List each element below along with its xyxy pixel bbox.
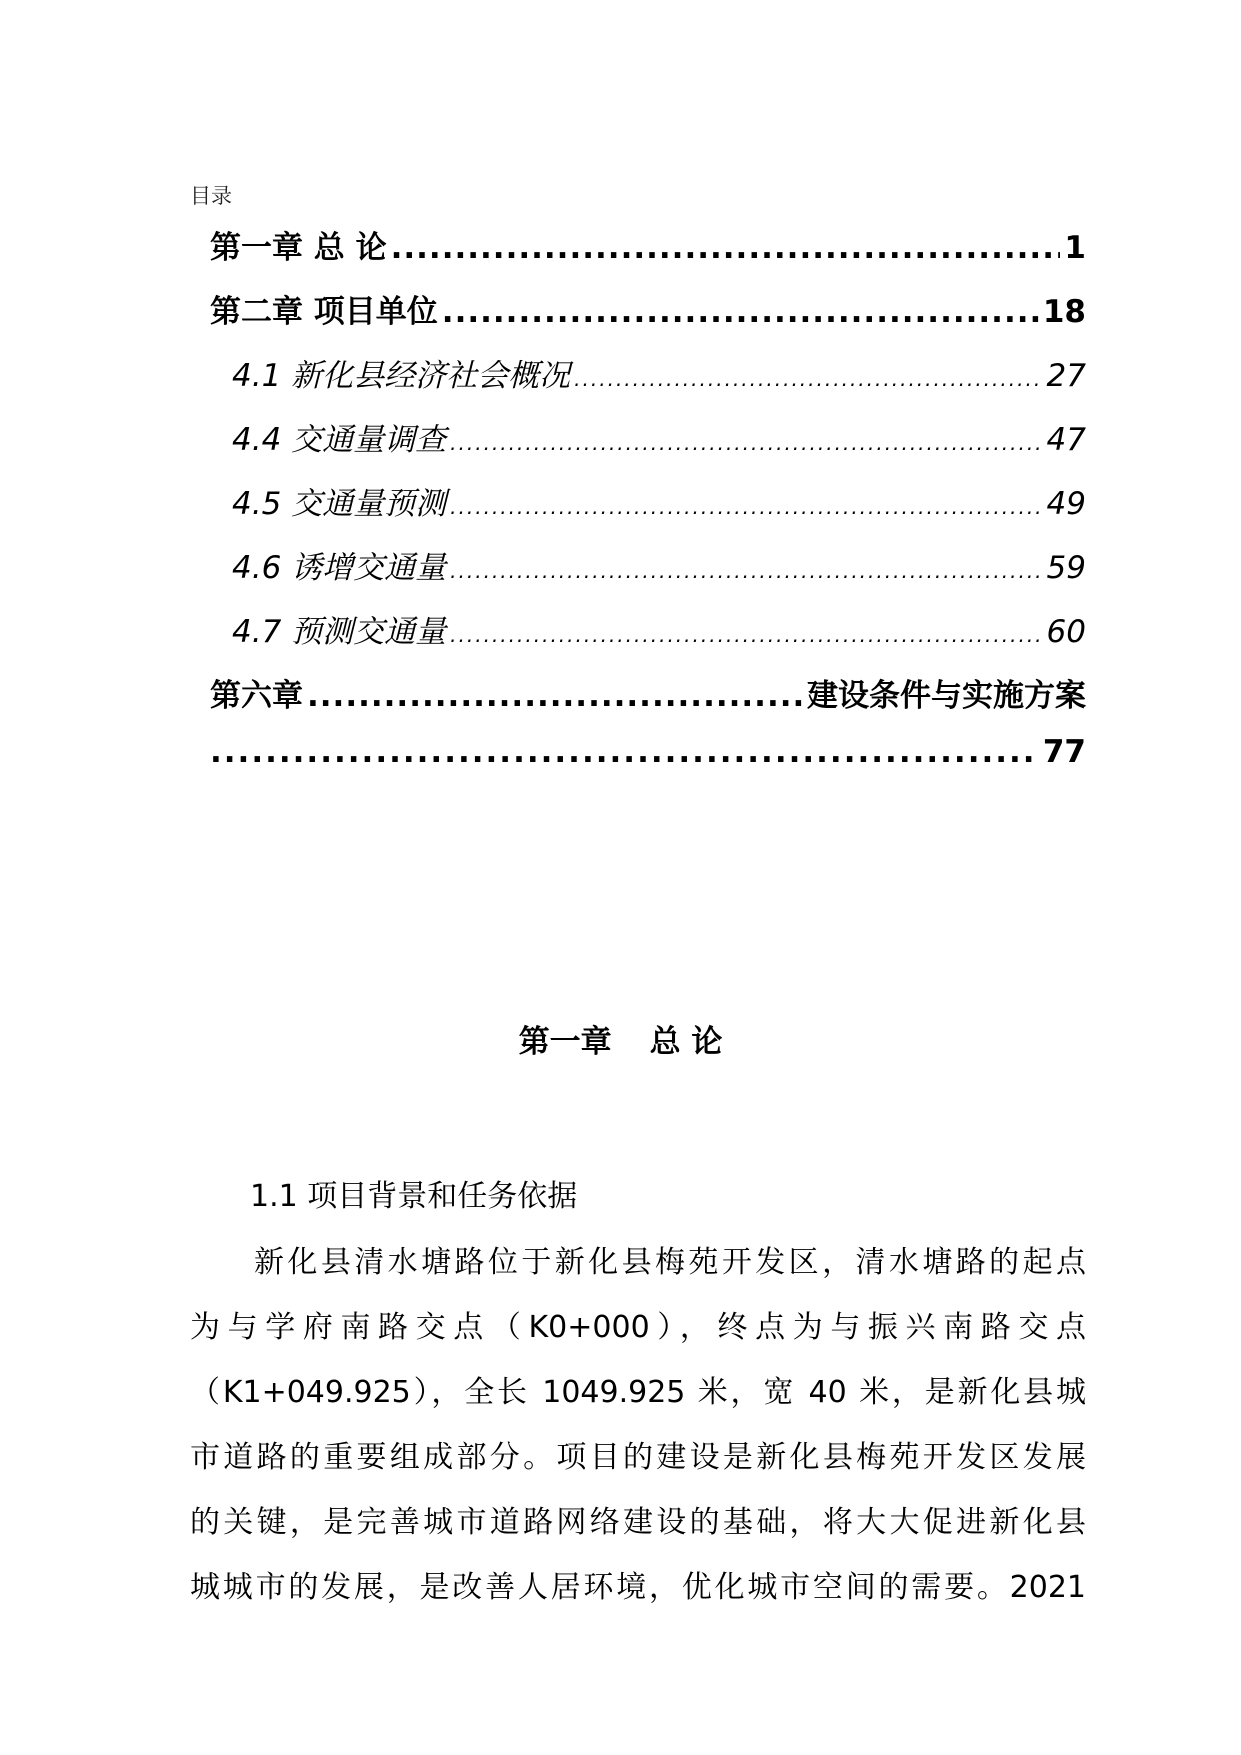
toc-entry-page: 60 [1046,614,1086,650]
toc-entry-chapter-6-continued[interactable] [210,734,1086,770]
toc-entry-label: 4.5 交通量预测 [232,486,447,522]
section-heading: 1.1 项目背景和任务依据 [250,1179,578,1214]
toc-entry-page: 59 [1046,550,1086,586]
toc-entry-label: 第一章 总 论 [210,230,387,266]
toc-entry-label-tail: 建设条件与实施方案 [807,678,1086,714]
toc-entry-page: 27 [1046,358,1086,394]
paragraph-line: 城城市的发展，是改善人居环境，优化城市空间的需要。2021 [190,1570,1086,1605]
toc-dot-leader [450,431,1042,455]
toc-entry-label: 4.4 交通量调查 [232,422,447,458]
toc-dot-leader [210,734,1039,770]
toc-dot-leader [450,495,1042,519]
toc-dot-leader [450,559,1042,583]
chapter-name: 总 论 [649,1024,723,1060]
paragraph-line: 的关键，是完善城市道路网络建设的基础，将大大促进新化县 [190,1505,1086,1540]
paragraph-line: （K1+049.925），全长 1049.925 米，宽 40 米，是新化县城 [190,1375,1086,1410]
toc-dot-leader [307,678,803,714]
toc-heading: 目录 [190,184,232,208]
toc-dot-leader [574,367,1042,391]
toc-entry-chapter-2[interactable] [210,286,1086,331]
toc-entry-section-4-6[interactable] [232,542,1086,587]
toc-entry-section-4-7[interactable] [232,606,1086,651]
paragraph-line: 新化县清水塘路位于新化县梅苑开发区，清水塘路的起点 [254,1245,1086,1280]
toc-entry-label: 第六章 [210,678,303,714]
toc-dot-leader [391,230,1061,266]
paragraph-line: 为与学府南路交点（K0+000），终点为与振兴南路交点 [190,1310,1086,1345]
toc-entry-page: 77 [1042,734,1086,770]
chapter-number: 第一章 [518,1024,612,1060]
toc-entry-label: 4.6 诱增交通量 [232,550,447,586]
toc-entry-page: 47 [1046,422,1086,458]
toc-entry-chapter-1[interactable] [210,222,1086,267]
toc-dot-leader [450,623,1042,647]
toc-entry-label: 4.1 新化县经济社会概况 [232,358,571,394]
paragraph-line: 市道路的重要组成部分。项目的建设是新化县梅苑开发区发展 [190,1440,1086,1475]
toc-entry-page: 1 [1064,230,1086,266]
toc-entry-section-4-5[interactable] [232,478,1086,523]
toc-dot-leader [442,294,1039,330]
body-paragraph [190,1230,1086,1620]
toc-entry-section-4-1[interactable] [232,350,1086,395]
toc-entry-label: 4.7 预测交通量 [232,614,447,650]
toc-entry-chapter-6[interactable] [210,670,1086,715]
toc-entry-page: 49 [1046,486,1086,522]
toc-entry-page: 18 [1042,294,1086,330]
chapter-title [0,1016,1241,1061]
toc-entry-label: 第二章 项目单位 [210,294,438,330]
toc-entry-section-4-4[interactable] [232,414,1086,459]
